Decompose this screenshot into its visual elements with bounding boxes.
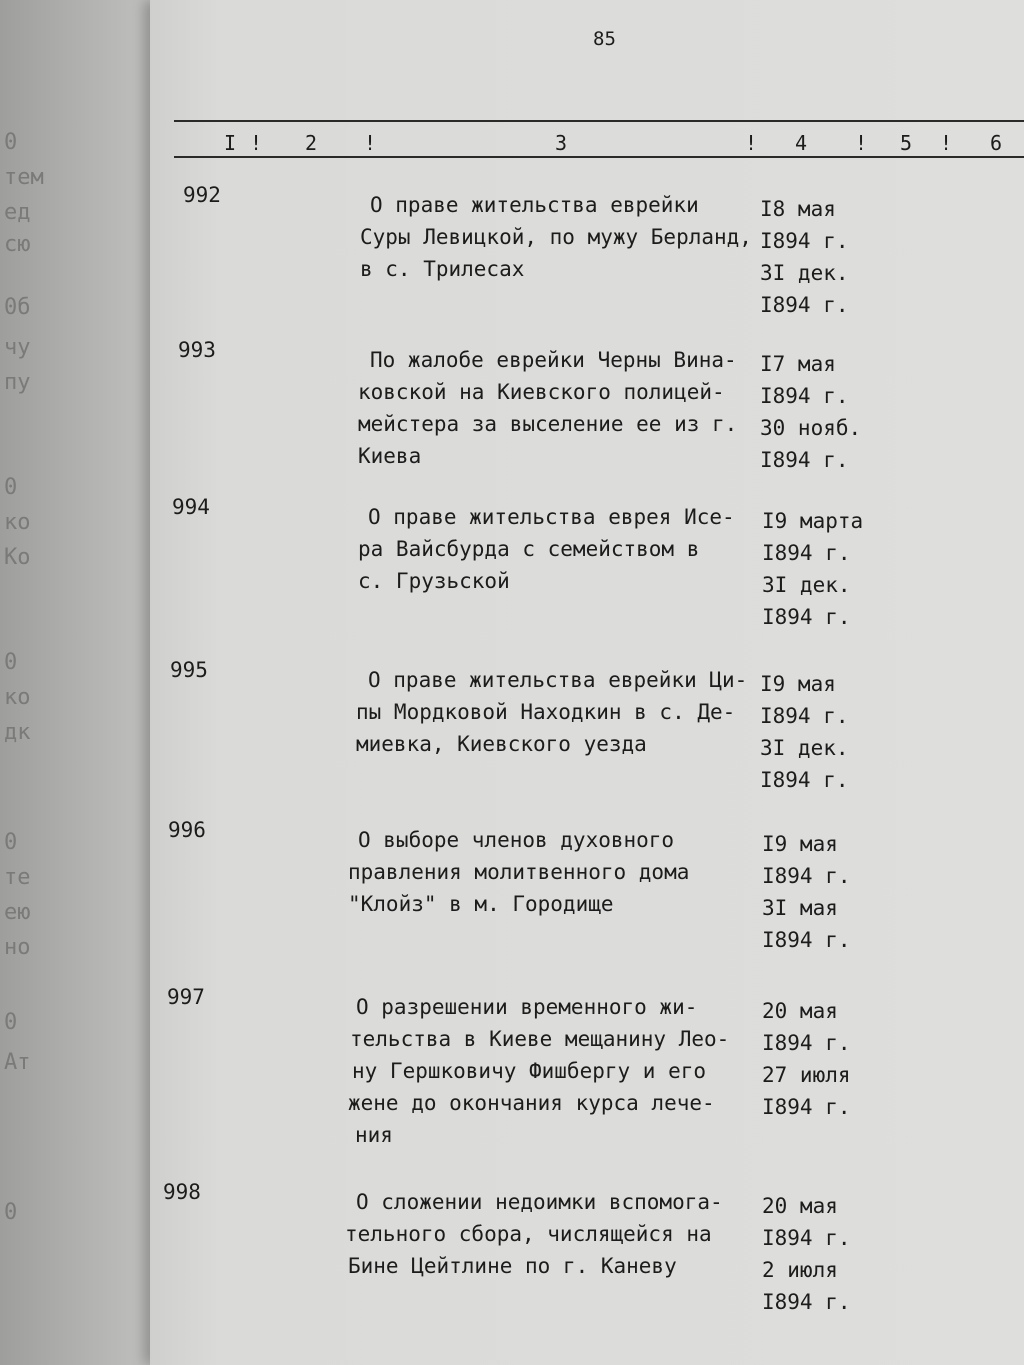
entry-description-line: пы Мордковой Находкин в с. Де- [356,700,736,724]
adjacent-page-fragment: те [4,865,31,890]
entry-date-line: I894 г. [760,768,849,792]
entry-date-line: 2 июля [762,1258,838,1282]
adjacent-page-fragment: пу [4,370,31,395]
header-col-1: I [224,131,237,155]
entry-description-line: О выборе членов духовного [358,828,675,852]
adjacent-page-fragment: 0 [4,130,18,155]
entry-date-line: 30 нояб. [760,416,862,440]
entry-date-line: I894 г. [760,293,849,317]
adjacent-page-fragment: ею [4,900,31,925]
entry-date-line: 3I дек. [762,573,851,597]
header-separator: ! [745,131,758,155]
header-col-3: 3 [555,131,568,155]
entry-number: 997 [167,985,205,1009]
entry-description-line: в с. Трилесах [360,257,525,281]
entry-date-line: I894 г. [762,1290,851,1314]
adjacent-page-fragment: но [4,935,31,960]
entry-description-line: О сложении недоимки вспомога- [356,1190,723,1214]
entry-description-line: мейстера за выселение ее из г. [358,412,738,436]
entry-description-line: тельства в Киеве мещанину Лео- [350,1027,730,1051]
entry-date-line: I894 г. [760,704,849,728]
entry-description-line: с. Грузьской [358,569,510,593]
entry-date-line: I894 г. [762,605,851,629]
entry-description-line: ния [355,1123,393,1147]
entry-date-line: I8 мая [760,197,836,221]
header-col-5: 5 [900,131,913,155]
adjacent-page-fragment: Ат [4,1050,31,1075]
adjacent-page-fragment: 0 [4,830,18,855]
entry-number: 994 [172,495,210,519]
adjacent-page-fragment: сю [4,232,31,257]
entry-date-line: 27 июля [762,1063,851,1087]
entry-description-line: О разрешении временного жи- [356,995,698,1019]
header-separator: ! [940,131,953,155]
entry-number: 992 [183,183,221,207]
entry-description-line: миевка, Киевского уезда [356,732,647,756]
entry-date-line: I894 г. [762,928,851,952]
header-separator: ! [364,131,377,155]
entry-date-line: I894 г. [762,541,851,565]
entry-description-line: Суры Левицкой, по мужу Берланд, [360,225,752,249]
entry-date-line: 3I мая [762,896,838,920]
entry-description-line: О праве жительства еврейки Ци- [368,668,748,692]
entry-description-line: Бине Цейтлине по г. Каневу [348,1254,677,1278]
entry-number: 996 [168,818,206,842]
adjacent-page-fragment: ед [4,200,31,225]
adjacent-page-fragment: дк [4,720,31,745]
entry-description-line: О праве жительства еврейки [370,193,699,217]
header-col-2: 2 [305,131,318,155]
page-number: 85 [593,28,616,50]
entry-number: 995 [170,658,208,682]
adjacent-page-fragment: ко [4,510,31,535]
adjacent-page-fragment: тем [4,165,44,190]
entry-date-line: I894 г. [762,1031,851,1055]
entry-description-line: Киева [358,444,422,468]
entry-description-line: ра Вайсбурда с семейством в [358,537,700,561]
entry-date-line: I9 мая [760,672,836,696]
header-bottom-rule [174,156,1024,158]
adjacent-page-fragment: 0 [4,1200,18,1225]
entry-date-line: I894 г. [762,1095,851,1119]
entry-date-line: I894 г. [762,864,851,888]
entry-description-line: "Клойз" в м. Городище [348,892,614,916]
entry-description-line: ковской на Киевского полицей- [358,380,725,404]
header-col-4: 4 [795,131,808,155]
adjacent-page-fragment: Ко [4,545,31,570]
entry-description-line: О праве жительства еврея Исе- [368,505,735,529]
entry-date-line: I894 г. [760,229,849,253]
entry-description-line: ну Гершковичу Фишбергу и его [352,1059,707,1083]
adjacent-page-fragment: чу [4,335,31,360]
entry-description-line: жене до окончания курса лече- [348,1091,715,1115]
entry-date-line: I894 г. [760,448,849,472]
adjacent-page-strip [0,0,160,1365]
header-col-6: 6 [990,131,1003,155]
entry-date-line: I9 марта [762,509,864,533]
entry-date-line: I894 г. [762,1226,851,1250]
entry-date-line: 3I дек. [760,261,849,285]
header-separator: ! [855,131,868,155]
header-separator: ! [250,131,263,155]
entry-date-line: I894 г. [760,384,849,408]
entry-date-line: 3I дек. [760,736,849,760]
entry-description-line: По жалобе еврейки Черны Вина- [370,348,737,372]
header-top-rule [174,120,1024,122]
entry-date-line: I7 мая [760,352,836,376]
adjacent-page-fragment: 0 [4,1010,18,1035]
adjacent-page-fragment: 0 [4,475,18,500]
entry-description-line: тельного сбора, числящейся на [345,1222,712,1246]
adjacent-page-fragment: ко [4,685,31,710]
entry-number: 993 [178,338,216,362]
entry-date-line: 20 мая [762,1194,838,1218]
entry-date-line: I9 мая [762,832,838,856]
entry-number: 998 [163,1180,201,1204]
adjacent-page-fragment: 0 [4,650,18,675]
entry-description-line: правления молитвенного дома [348,860,690,884]
adjacent-page-fragment: 0б [4,295,31,320]
entry-date-line: 20 мая [762,999,838,1023]
